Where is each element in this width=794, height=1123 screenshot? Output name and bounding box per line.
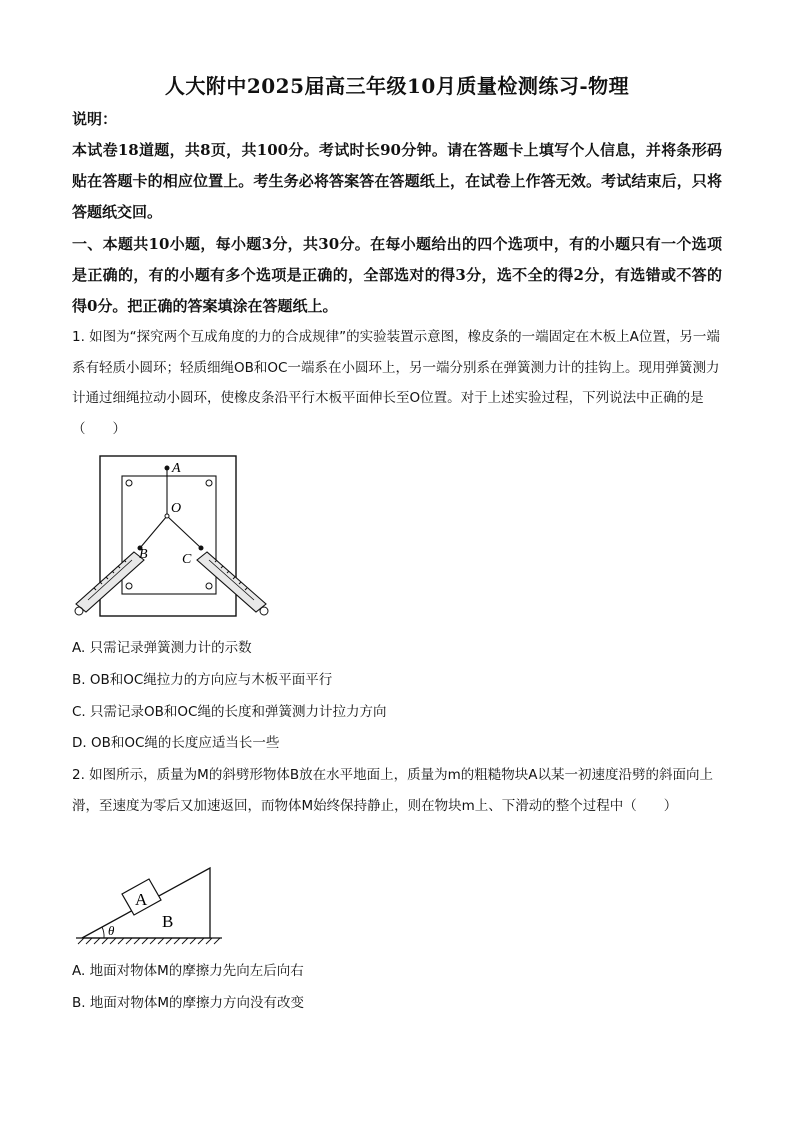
q2-option-b: B. 地面对物体M的摩擦力方向没有改变 (72, 995, 304, 1011)
label-wedge-b: B (162, 912, 174, 931)
notes-label: 说明： (72, 110, 118, 128)
q1-option-c: C. 只需记录OB和OC绳的长度和弹簧测力计拉力方向 (72, 704, 387, 720)
question-1-figure (74, 452, 274, 622)
q1-option-a: A. 只需记录弹簧测力计的示数 (72, 640, 252, 656)
question-2-figure (74, 860, 224, 950)
q2-option-a: A. 地面对物体M的摩擦力先向左后向右 (72, 963, 304, 979)
label-block-a: A (135, 890, 148, 909)
section-1-instructions: 一、本题共10小题，每小题3分，共30分。在每小题给出的四个选项中，有的小题只有一个选项是正确的，有的小题有多个选项是正确的，全部选对的得3分，选不全的得2分，有选错或不答的得0分。把正确的答案填涂在答题纸上。 (72, 235, 722, 315)
q1-option-b: B. OB和OC绳拉力的方向应与木板平面平行 (72, 672, 333, 688)
label-theta: θ (108, 923, 115, 938)
question-1-stem: 1. 如图为“探究两个互成角度的力的合成规律”的实验装置示意图，橡皮条的一端固定在木板上A位置，另一端系有轻质小圆环；轻质细绳OB和OC一端系在小圆环上，另一端分别系在弹簧测力计的挂钩上。现用弹簧测力计通过细绳拉动小圆环，使橡皮条沿平行木板平面伸长至O位置。对于上述实验过程，下列说法中正确的是（ ） (72, 329, 720, 437)
label-o: O (171, 501, 182, 516)
label-c: C (182, 552, 192, 567)
page-title: 人大附中2025届高三年级10月质量检测练习-物理 (164, 74, 630, 98)
spring-scale-left (75, 552, 144, 615)
question-2-stem: 2. 如图所示，质量为M的斜劈形物体B放在水平地面上，质量为m的粗糙物块A以某一初速度沿劈的斜面向上滑，至速度为零后又加速返回，而物体M始终保持静止，则在物块m上、下滑动的整个过程中（ ） (72, 767, 713, 814)
label-b: B (139, 547, 148, 562)
notes-text: 本试卷18道题，共8页，共100分。考试时长90分钟。请在答题卡上填写个人信息，并将条形码贴在答题卡的相应位置上。考生务必将答案答在答题纸上，在试卷上作答无效。考试结束后，只将答题纸交回。 (72, 141, 722, 221)
q1-option-d: D. OB和OC绳的长度应适当长一些 (72, 735, 280, 751)
label-a: A (172, 461, 181, 476)
